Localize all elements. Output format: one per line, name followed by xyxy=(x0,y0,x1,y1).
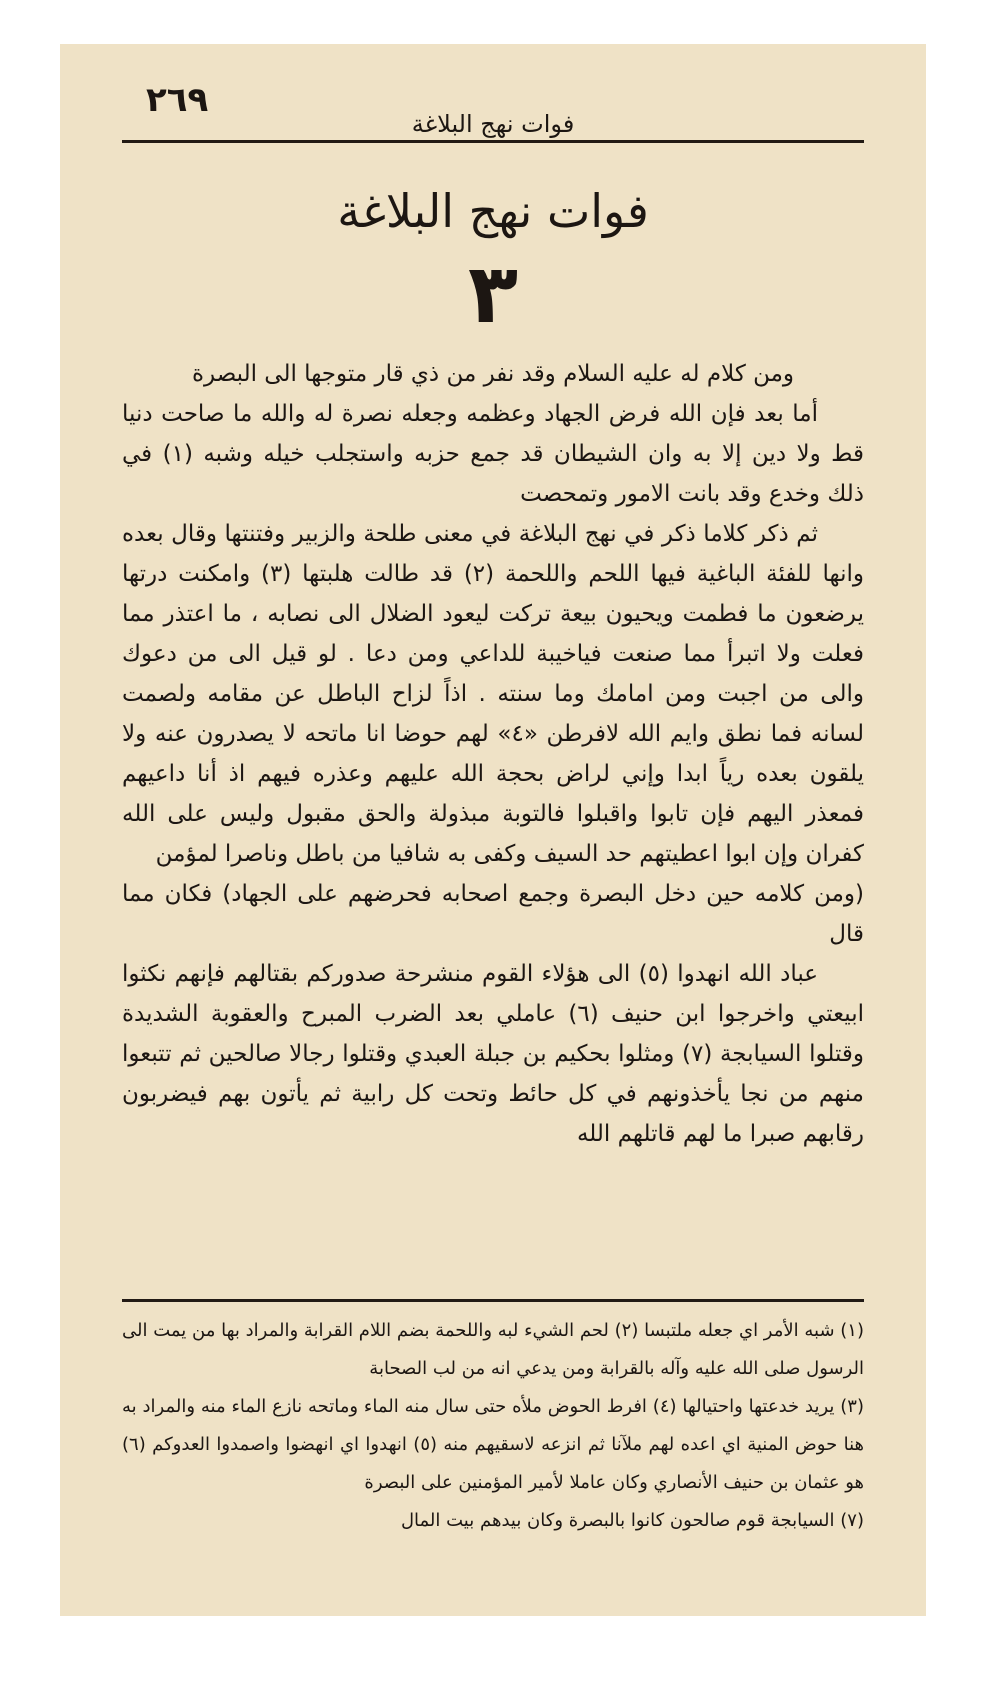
book-page xyxy=(60,44,926,1616)
footnote-rule xyxy=(122,1299,864,1302)
section-title: فوات نهج البلاغة xyxy=(337,184,649,238)
paragraph: عباد الله انهدوا (٥) الى هؤلاء القوم منشرحة صدوركم بقتالهم فإنهم نكثوا ابيعتي واخرجوا ابن حنيف (٦) عاملي بعد الضرب المبرح والعقوبة الشديدة وقتلوا السيابجة (٧) ومثلوا بحكيم بن جبلة العبدي وقتلوا رجالا صالحين ثم تتبعوا منهم من نجا يأخذونهم في كل حائط وتحت كل رابية ثم يأتون بهم فيضربون رقابهم صبرا ما لهم قاتلهم الله xyxy=(122,961,865,1147)
running-title: فوات نهج البلاغة xyxy=(411,110,575,138)
footnote: (٧) السيابجة قوم صالحون كانوا بالبصرة وكان بيدهم بيت المال xyxy=(400,1510,864,1531)
paragraph: (ومن كلامه حين دخل البصرة وجمع اصحابه فحرضهم على الجهاد) فكان مما قال xyxy=(122,881,864,947)
body-text xyxy=(122,354,864,1154)
paragraph: ثم ذكر كلاما ذكر في نهج البلاغة في معنى طلحة والزبير وفتنتها وقال بعده وانها للفئة الباغية فيها اللحم واللحمة (٢) قد طالت هلبتها (٣) وامكنت درتها يرضعون ما فطمت ويحيون بيعة تركت ليعود الضلال الى نصابه ، ما اعتذر مما فعلت ولا اتبرأ مما صنعت فياخيبة للداعي ومن دعا . لو قيل الى من دعوك والى من اجبت ومن امامك وما سنته . اذاً لزاح الباطل عن مقامه ولصمت لسانه فما نطق وايم الله لافرطن «٤» لهم حوضا انا ماتحه لا يصدرون عنه ولا يلقون بعده رياً ابدا وإني لراض بحجة الله عليهم وعذره فيهم اذ أنا داعيهم فمعذر اليهم فإن تابوا واقبلوا فالتوبة مبذولة والحق مقبول وليس على الله كفران وإن ابوا اعطيتهم حد السيف وكفى به شافيا من باطل وناصرا لمؤمن xyxy=(122,521,865,867)
footnote: (٣) يريد خدعتها واحتيالها (٤) افرط الحوض ملأه حتى سال منه الماء وماتحه نازع الماء منه والمراد به هنا حوض المنية اي اعده لهم ملآنا ثم انزعه لاسقيهم منه (٥) انهدوا اي انهضوا واصمدوا العدوكم (٦) هو عثمان بن حنيف الأنصاري وكان عاملا لأمير المؤمنين على البصرة xyxy=(122,1396,865,1493)
page-number: ٢٦٩ xyxy=(146,80,209,120)
footnotes xyxy=(122,1312,864,1540)
paragraph: أما بعد فإن الله فرض الجهاد وعظمه وجعله نصرة له والله ما صاحت دنيا قط ولا دين إلا به وان الشيطان قد جمع حزبه واستجلب خيله وشبه (١) في ذلك وخدع وقد بانت الامور وتمحصت xyxy=(122,401,864,507)
header-rule xyxy=(122,140,864,143)
running-head xyxy=(118,74,868,138)
paragraph-heading: ومن كلام له عليه السلام وقد نفر من ذي قار متوجها الى البصرة xyxy=(191,361,795,387)
section-number: ٣ xyxy=(467,247,519,342)
footnote: (١) شبه الأمر اي جعله ملتبسا (٢) لحم الشيء لبه واللحمة بضم اللام القرابة والمراد بها من يمت الى الرسول صلى الله عليه وآله بالقرابة ومن يدعي انه من لب الصحابة xyxy=(122,1320,864,1379)
